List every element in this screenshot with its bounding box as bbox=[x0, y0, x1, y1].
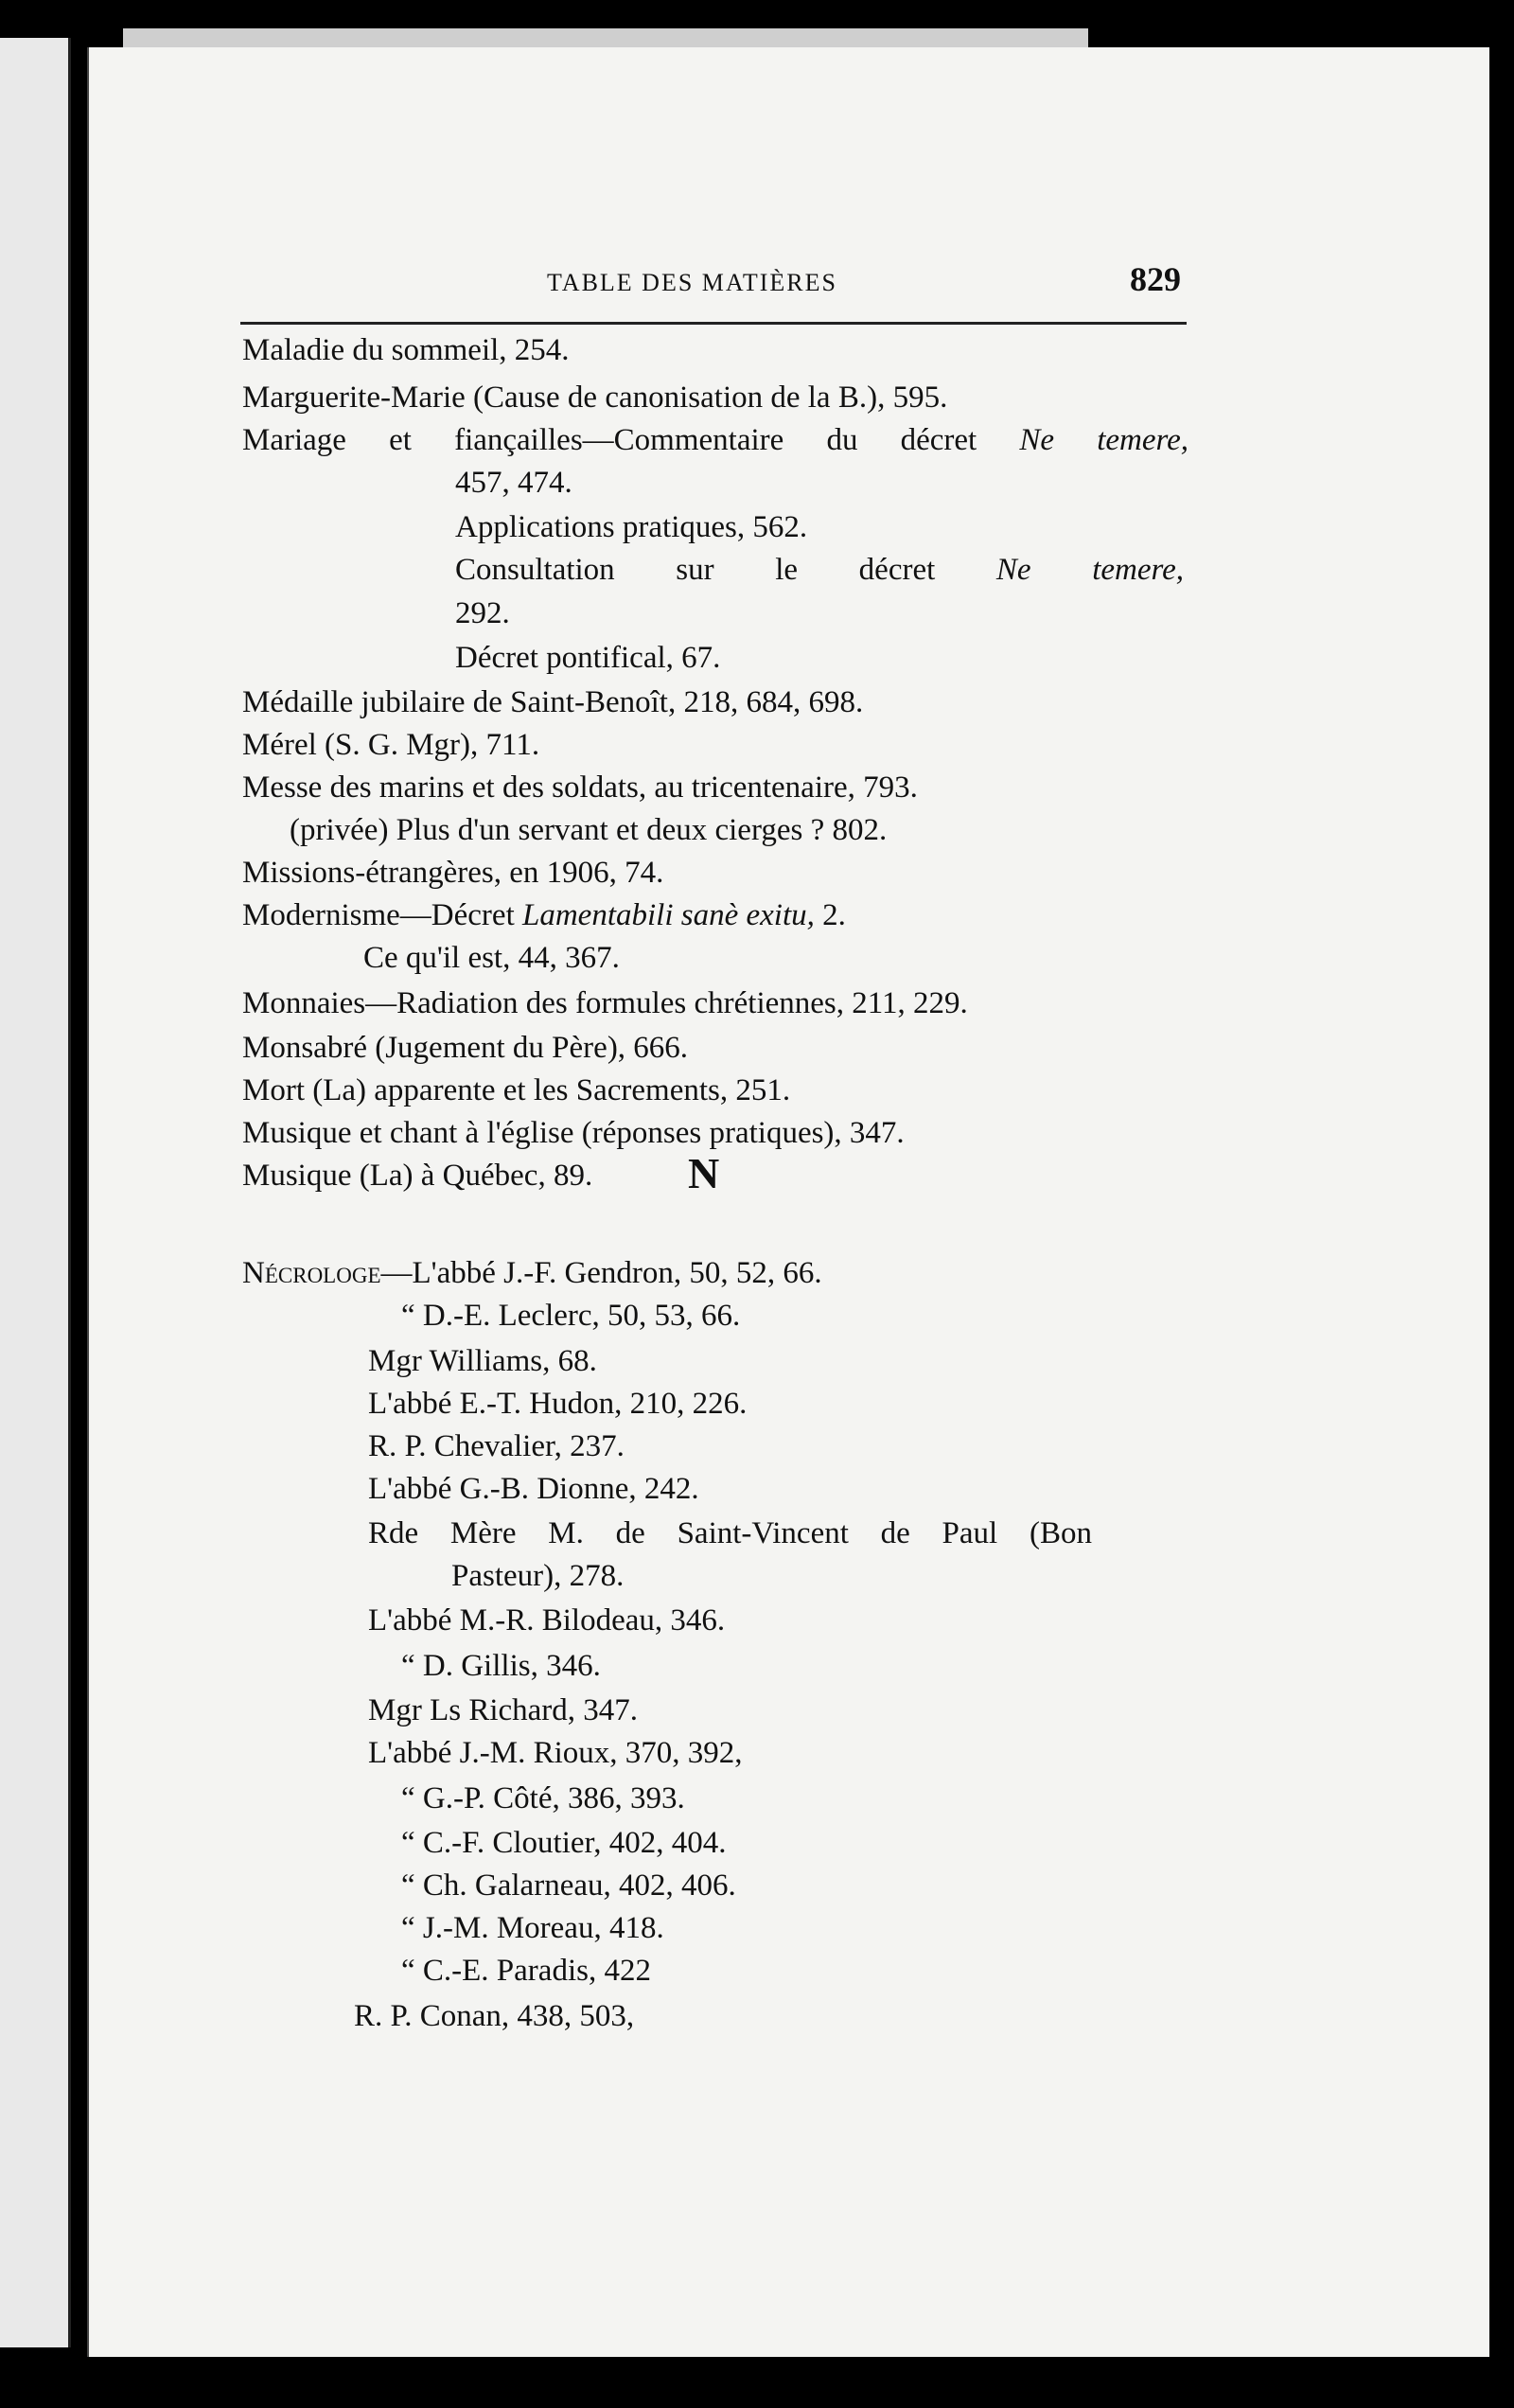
index-entry: L'abbé G.-B. Dionne, 242. bbox=[368, 1472, 699, 1506]
index-entry: Mgr Ls Richard, 347. bbox=[368, 1693, 639, 1727]
index-entry: L'abbé M.-R. Bilodeau, 346. bbox=[368, 1603, 726, 1638]
index-entry: “ C.-F. Cloutier, 402, 404. bbox=[401, 1826, 727, 1860]
index-entry: L'abbé E.-T. Hudon, 210, 226. bbox=[368, 1387, 748, 1421]
index-entry: Applications pratiques, 562. bbox=[455, 510, 808, 544]
index-entry: Marguerite-Marie (Cause de canonisation de la B.), 595. bbox=[242, 381, 948, 415]
index-entry: Ce qu'il est, 44, 367. bbox=[363, 941, 620, 975]
index-entry: Monnaies—Radiation des formules chrétiennes, 211, 229. bbox=[242, 986, 968, 1020]
index-entry: 292. bbox=[455, 596, 510, 630]
index-entry: Maladie du sommeil, 254. bbox=[242, 333, 570, 367]
section-letter: N bbox=[688, 1149, 720, 1197]
index-entry: Mariage et fiançailles—Commentaire du décret Ne temere, bbox=[242, 423, 1189, 457]
index-entry: “ D. Gillis, 346. bbox=[401, 1649, 601, 1683]
index-entry: Consultation sur le décret Ne temere, bbox=[455, 553, 1185, 587]
index-entry: Décret pontifical, 67. bbox=[455, 641, 721, 675]
book-page bbox=[87, 47, 1489, 2357]
index-entry: “ C.-E. Paradis, 422 bbox=[401, 1954, 651, 1988]
index-entry: Musique et chant à l'église (réponses pratiques), 347. bbox=[242, 1116, 905, 1150]
index-entry: Missions-étrangères, en 1906, 74. bbox=[242, 856, 664, 890]
index-entry: “ Ch. Galarneau, 402, 406. bbox=[401, 1868, 736, 1903]
index-entry: Modernisme—Décret Lamentabili sanè exitu, 2. bbox=[242, 898, 846, 932]
index-entry: “ J.-M. Moreau, 418. bbox=[401, 1911, 664, 1945]
index-entry: Nécrologe—L'abbé J.-F. Gendron, 50, 52, 66. bbox=[242, 1256, 822, 1290]
index-entry: R. P. Conan, 438, 503, bbox=[354, 1999, 635, 2033]
index-entry: Mort (La) apparente et les Sacrements, 251. bbox=[242, 1073, 791, 1107]
index-entry: Monsabré (Jugement du Père), 666. bbox=[242, 1031, 689, 1065]
adjacent-page-edge bbox=[0, 38, 71, 2347]
index-entry: Pasteur), 278. bbox=[451, 1559, 625, 1593]
index-entry: Médaille jubilaire de Saint-Benoît, 218, 684, 698. bbox=[242, 685, 864, 719]
index-entry: 457, 474. bbox=[455, 466, 572, 500]
index-entry: Mgr Williams, 68. bbox=[368, 1344, 597, 1378]
page-number: 829 bbox=[1130, 260, 1181, 298]
index-entry: Mérel (S. G. Mgr), 711. bbox=[242, 728, 540, 762]
index-entry: (privée) Plus d'un servant et deux cierges ? 802. bbox=[290, 813, 888, 847]
index-entry: Messe des marins et des soldats, au tricentenaire, 793. bbox=[242, 770, 918, 805]
index-entry: Musique (La) à Québec, 89. bbox=[242, 1159, 593, 1193]
index-entry: “ D.-E. Leclerc, 50, 53, 66. bbox=[401, 1299, 741, 1333]
running-title: TABLE DES MATIÈRES bbox=[547, 269, 837, 296]
index-entry: Rde Mère M. de Saint-Vincent de Paul (Bon bbox=[368, 1516, 1092, 1550]
index-entry: L'abbé J.-M. Rioux, 370, 392, bbox=[368, 1736, 743, 1770]
index-entry: R. P. Chevalier, 237. bbox=[368, 1429, 625, 1463]
index-entries bbox=[89, 47, 1489, 2357]
index-entry: “ G.-P. Côté, 386, 393. bbox=[401, 1781, 685, 1815]
